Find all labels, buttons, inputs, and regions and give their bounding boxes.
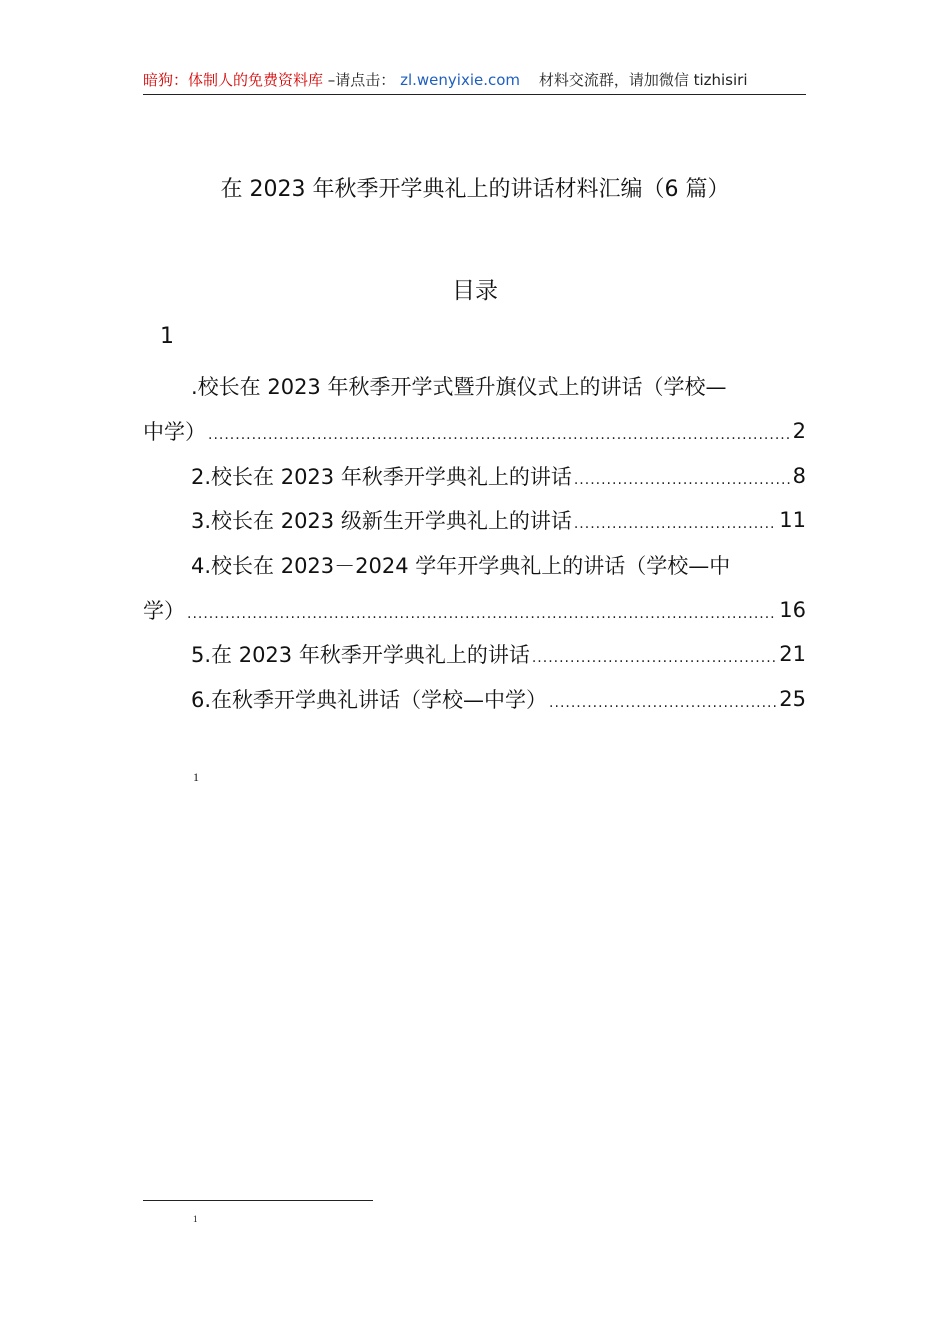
toc-entry-text: 3.校长在 2023 级新生开学典礼上的讲话 <box>191 509 572 534</box>
toc-first-number: 1 <box>160 324 174 349</box>
toc-entry-text: .校长在 2023 年秋季开学式暨升旗仪式上的讲话（学校— <box>191 375 727 400</box>
toc-entry-3[interactable] <box>143 498 806 543</box>
toc-entry-text: 中学） <box>143 420 206 445</box>
toc-heading: 目录 <box>452 278 498 304</box>
dot-leader <box>208 427 791 443</box>
footnote-reference-mark: 1 <box>193 770 199 784</box>
footnote-separator <box>143 1200 373 1201</box>
toc-entry-1-line1[interactable] <box>143 364 806 409</box>
dot-leader <box>549 695 777 711</box>
toc-page-number: 25 <box>779 687 806 712</box>
header-group-text: 材料交流群，请加微信 tizhisiri <box>538 71 748 89</box>
toc-page-number: 2 <box>792 419 806 444</box>
toc-entry-6[interactable] <box>143 677 806 722</box>
toc-entry-1-line2[interactable] <box>143 409 806 454</box>
header-brand-text: 暗狗：体制人的免费资料库 <box>143 71 324 89</box>
dot-leader <box>574 472 791 488</box>
footnote-number: 1 <box>193 1214 198 1224</box>
toc-entry-4-line1[interactable] <box>143 543 806 588</box>
header-url-link[interactable]: zl.wenyixie.com <box>400 71 521 89</box>
toc-page-number: 8 <box>792 463 806 488</box>
toc-entry-text: 5.在 2023 年秋季开学典礼上的讲话 <box>191 643 530 668</box>
toc-entry-4-line2[interactable] <box>143 587 806 632</box>
toc-entry-2[interactable] <box>143 453 806 498</box>
dot-leader <box>532 650 777 666</box>
page-header <box>143 68 806 95</box>
toc-entry-text: 4.校长在 2023－2024 学年开学典礼上的讲话（学校—中 <box>191 554 731 579</box>
dot-leader <box>574 516 777 532</box>
table-of-contents <box>143 364 806 722</box>
toc-entry-text: 6.在秋季开学典礼讲话（学校—中学） <box>191 688 548 713</box>
document-title: 在 2023 年秋季开学典礼上的讲话材料汇编（6 篇） <box>220 177 730 202</box>
header-click-prefix: –请点击： <box>327 71 396 89</box>
toc-entry-text: 学） <box>143 598 185 623</box>
toc-entry-5[interactable] <box>143 632 806 677</box>
toc-page-number: 21 <box>779 642 806 667</box>
toc-entry-text: 2.校长在 2023 年秋季开学典礼上的讲话 <box>191 464 572 489</box>
toc-page-number: 11 <box>779 508 806 533</box>
dot-leader <box>187 606 777 622</box>
toc-page-number: 16 <box>779 597 806 622</box>
